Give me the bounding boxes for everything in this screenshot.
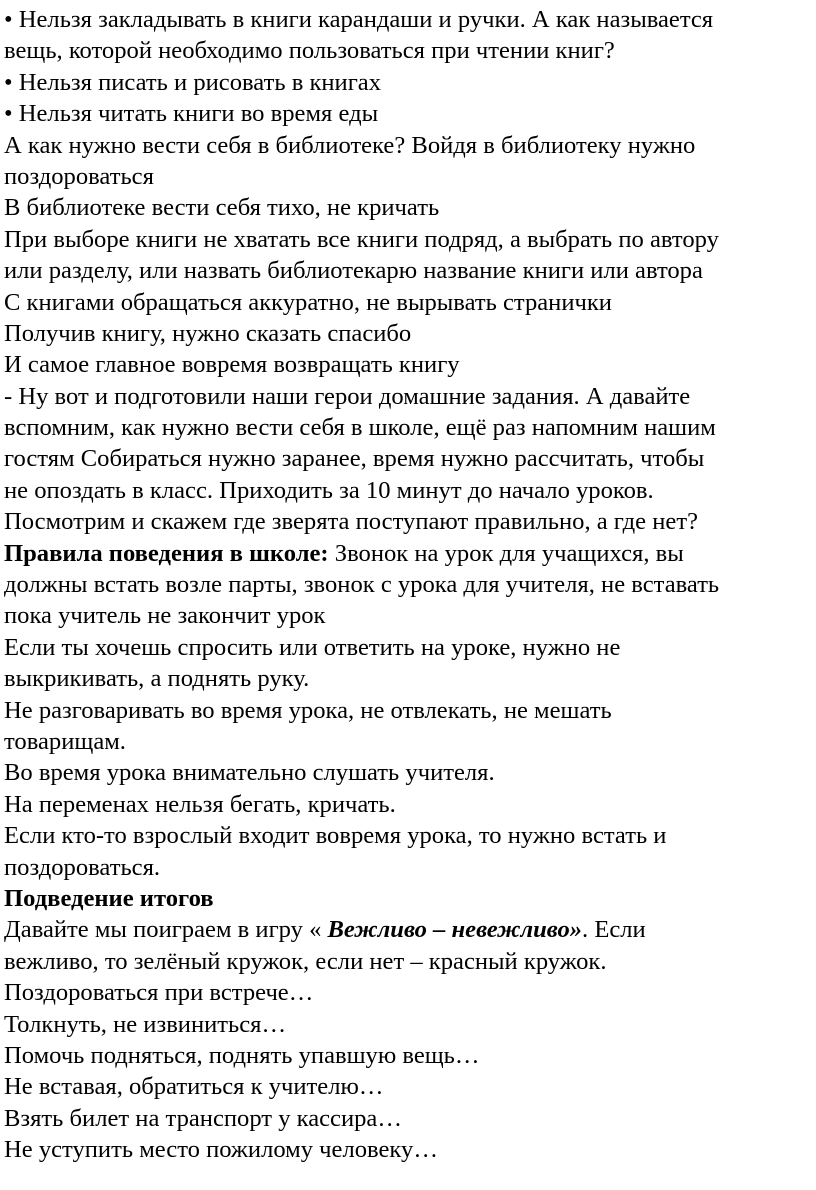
text-line: Не разговаривать во время урока, не отвлекать, не мешать xyxy=(4,696,612,724)
game-intro-before: Давайте мы поиграем в игру « xyxy=(4,916,328,944)
school-rules-section xyxy=(4,538,816,883)
text-line: С книгами обращаться аккуратно, не вырывать странички xyxy=(4,288,612,316)
text-line: • Нельзя закладывать в книги карандаши и ручки. А как называется xyxy=(4,6,714,33)
game-intro-line xyxy=(4,914,816,945)
game-item: Не вставая, обратиться к учителю… xyxy=(4,1073,384,1101)
text-line: А как нужно вести себя в библиотеке? Войдя в библиотеку нужно xyxy=(4,131,696,159)
library-rules-section xyxy=(4,4,816,538)
text-line: • Нельзя читать книги во время еды xyxy=(4,100,379,128)
text-line: поздороваться. xyxy=(4,853,161,881)
summary-section xyxy=(4,883,816,1166)
text-line: вещь, которой необходимо пользоваться при чтении книг? xyxy=(4,37,615,65)
text-line: Если кто-то взрослый входит вовремя урока, то нужно встать и xyxy=(4,822,667,850)
text-line: не опоздать в класс. Приходить за 10 минут до начало уроков. xyxy=(4,476,654,504)
text-line: Если ты хочешь спросить или ответить на уроке, нужно не xyxy=(4,633,621,661)
summary-heading: Подведение итогов xyxy=(4,884,214,912)
text-line: товарищам. xyxy=(4,727,126,755)
text-line: Во время урока внимательно слушать учителя. xyxy=(4,759,495,787)
text-line: Получив книгу, нужно сказать спасибо xyxy=(4,319,412,347)
text-line: пока учитель не закончит урок xyxy=(4,602,326,630)
text-line: На переменах нельзя бегать, кричать. xyxy=(4,790,396,818)
text-line: вспомним, как нужно вести себя в школе, ещё раз напомним нашим xyxy=(4,414,716,442)
game-item: Не уступить место пожилому человеку… xyxy=(4,1136,438,1164)
text-line: выкрикивать, а поднять руку. xyxy=(4,665,310,693)
text-line: При выборе книги не хватать все книги подряд, а выбрать по автору xyxy=(4,225,719,253)
game-item: Поздороваться при встрече… xyxy=(4,979,314,1007)
school-rules-heading: Правила поведения в школе: xyxy=(4,539,329,567)
text-line: должны встать возле парты, звонок с урока для учителя, не вставать xyxy=(4,571,720,599)
text-line: или разделу, или назвать библиотекарю название книги или автора xyxy=(4,257,703,285)
game-title: Вежливо – невежливо» xyxy=(327,916,583,944)
text-line: гостям Собираться нужно заранее, время нужно рассчитать, чтобы xyxy=(4,445,705,473)
text-line: - Ну вот и подготовили наши герои домашние задания. А давайте xyxy=(4,382,691,410)
game-item: Толкнуть, не извиниться… xyxy=(4,1010,287,1038)
game-item: Взять билет на транспорт у кассира… xyxy=(4,1104,402,1132)
text-line: вежливо, то зелёный кружок, если нет – красный кружок. xyxy=(4,947,607,975)
school-rules-first-line xyxy=(4,538,816,569)
text-line: В библиотеке вести себя тихо, не кричать xyxy=(4,194,440,222)
school-rules-first-line-text: Звонок на урок для учащихся, вы xyxy=(328,539,684,567)
text-line: поздороваться xyxy=(4,162,154,190)
text-line: Посмотрим и скажем где зверята поступают правильно, а где нет? xyxy=(4,508,698,536)
game-item: Помочь подняться, поднять упавшую вещь… xyxy=(4,1041,480,1069)
text-line: И самое главное вовремя возвращать книгу xyxy=(4,351,460,379)
text-line: • Нельзя писать и рисовать в книгах xyxy=(4,68,382,96)
game-intro-after: . Если xyxy=(582,916,646,944)
